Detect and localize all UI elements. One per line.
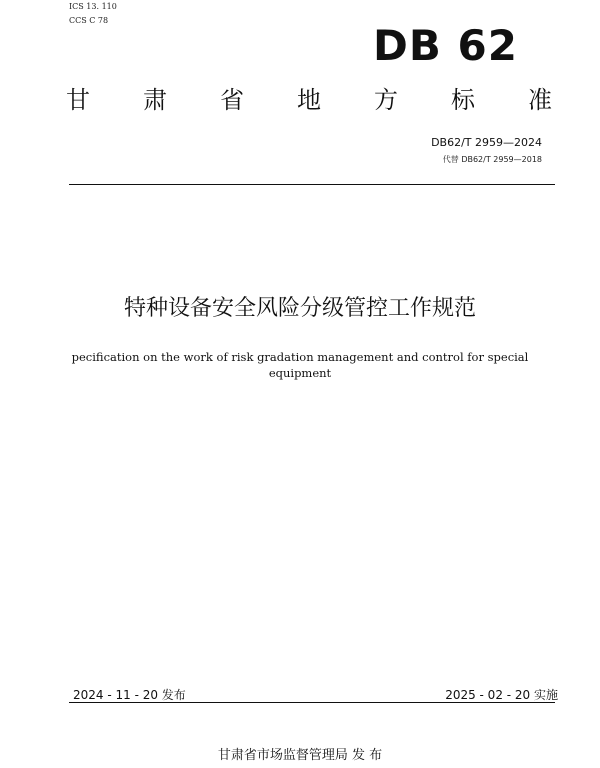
english-title: pecification on the work of risk gradation management and control for special equipment — [71, 350, 529, 380]
standard-type-char: 省 — [220, 86, 244, 114]
standard-number: DB62/T 2959—2024 — [431, 136, 542, 149]
db-logo: DB 62 — [373, 21, 518, 70]
standard-type-char: 地 — [297, 86, 321, 114]
top-divider — [69, 184, 555, 185]
chinese-title: 特种设备安全风险分级管控工作规范 — [123, 296, 476, 321]
issue-date: 2024 - 11 - 20 发布 — [73, 688, 186, 702]
standard-type-char: 标 — [451, 86, 475, 114]
ics-code: ICS 13. 110 — [69, 2, 117, 11]
standard-type-char: 方 — [374, 86, 398, 114]
publisher: 甘肃省市场监督管理局 发 布 — [217, 748, 383, 763]
classification-codes — [69, 0, 117, 28]
standard-type-char: 准 — [528, 86, 552, 114]
bottom-divider — [69, 702, 555, 703]
ccs-code: CCS C 78 — [69, 16, 109, 25]
standard-type-char: 甘 — [66, 86, 90, 114]
replaces-standard: 代替 DB62/T 2959—2018 — [442, 155, 542, 164]
standard-type-heading — [66, 84, 552, 116]
standard-type-char: 肃 — [143, 86, 167, 114]
implementation-date: 2025 - 02 - 20 实施 — [445, 688, 558, 702]
